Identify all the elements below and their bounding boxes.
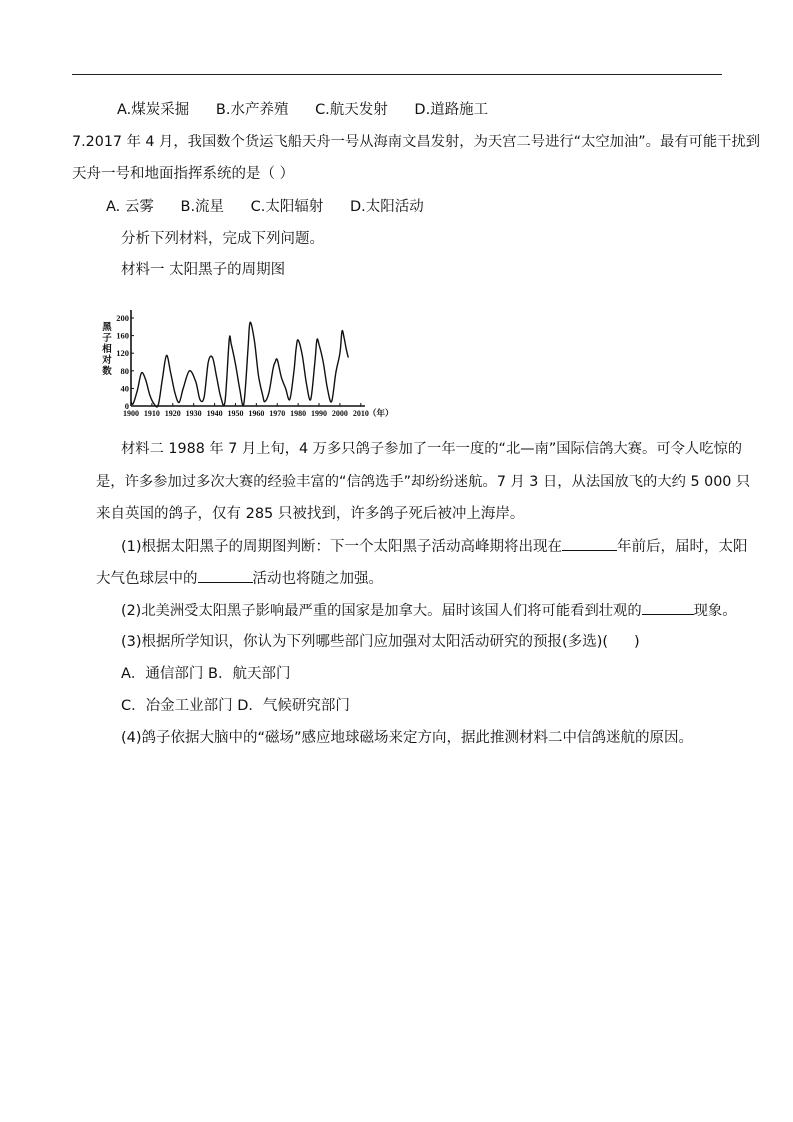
x-tick-label: 1900 (123, 409, 139, 418)
q3-stem (121, 632, 640, 652)
y-tick-label: 80 (120, 365, 129, 376)
y-axis-label-char: 黑 (102, 323, 112, 333)
q7-option-a: A. 云雾 (106, 199, 154, 215)
x-tick-label: 1910 (143, 409, 160, 418)
material2-line3: 来自英国的鸽子，仅有 285 只被找到，许多鸽子死后被冲上海岸。 (96, 506, 525, 522)
q3-options-cd: C．冶金工业部门 D．气候研究部门 (121, 698, 350, 714)
material2-line2: 是，许多参加过多次大赛的经验丰富的“信鸽选手”却纷纷迷航。7 月 3 日，从法国放飞的大约 5 000 只 (96, 474, 751, 490)
q6-option-a: A.煤炭采掘 (117, 102, 190, 118)
q7-options (106, 197, 424, 217)
material2-line1: 材料二 1988 年 7 月上旬，4 万多只鸽子参加了一年一度的“北—南”国际信鸽大赛。可令人吃惊的 (121, 441, 743, 457)
q4-stem: (4)鸽子依据大脑中的“磁场”感应地球磁场来定方向，据此推测材料二中信鸽迷航的原因。 (121, 730, 694, 746)
x-tick-label: 1920 (164, 409, 181, 418)
x-tick-label: 1980 (290, 409, 307, 418)
y-tick-label: 0 (124, 401, 129, 411)
x-tick-label: 1970 (269, 409, 286, 418)
q3-options-ab: A．通信部门 B．航天部门 (121, 666, 291, 682)
y-axis-label-char: 相 (102, 345, 112, 355)
x-tick-label: 1960 (248, 409, 265, 418)
q7-option-d: D.太阳活动 (350, 199, 424, 215)
q1-text-b: 年前后，届时，太阳 (617, 539, 748, 555)
q6-option-b: B.水产养殖 (215, 102, 289, 118)
q1-text-c: 大气色球层中的 (96, 571, 198, 587)
x-tick-label: 1990 (311, 409, 328, 418)
q1-blank-activity (198, 568, 253, 583)
header-rule (72, 74, 722, 75)
x-tick-label: 1940 (206, 409, 223, 418)
q3-stem-close: ) (634, 634, 640, 650)
material1-title: 材料一 太阳黑子的周期图 (121, 262, 286, 278)
sunspot-series-line (131, 322, 348, 407)
y-tick-label: 160 (116, 330, 129, 341)
y-tick-label: 40 (120, 383, 129, 394)
y-axis-label-char: 对 (102, 356, 112, 366)
q1-text-a: (1)根据太阳黑子的周期图判断：下一个太阳黑子活动高峰期将出现在 (121, 539, 563, 555)
q1-text-d: 活动也将随之加强。 (252, 571, 383, 587)
q2-text-b: 现象。 (693, 603, 737, 619)
q2-text-a: (2)北美洲受太阳黑子影响最严重的国家是加拿大。届时该国人们将可能看到壮观的 (121, 603, 642, 619)
y-tick-label: 120 (116, 348, 129, 359)
x-tick-label: 2010 (352, 409, 369, 418)
x-tick-label: 1950 (227, 409, 244, 418)
q7-stem-line2: 天舟一号和地面指挥系统的是（ ） (72, 166, 295, 182)
y-tick-label: 200 (116, 313, 129, 323)
q6-option-d: D.道路施工 (414, 102, 489, 118)
q2-line (121, 600, 737, 621)
q7-option-b: B.流星 (180, 199, 225, 215)
q7-option-c: C.太阳辐射 (250, 199, 324, 215)
x-tick-label: 1930 (185, 409, 202, 418)
q6-options (117, 100, 488, 120)
q1-line1 (121, 536, 748, 557)
q7-stem-line1: 7.2017 年 4 月，我国数个货运飞船天舟一号从海南文昌发射，为天宫二号进行“太空加油”。最有可能干扰到 (72, 134, 761, 150)
q6-option-c: C.航天发射 (315, 102, 388, 118)
q2-blank (642, 600, 694, 615)
y-axis-label-char: 子 (102, 334, 112, 344)
q1-line2 (96, 568, 383, 589)
intro-text: 分析下列材料，完成下列问题。 (121, 231, 324, 247)
y-axis-label-char: 数 (102, 367, 112, 377)
x-axis-label: （年） (368, 408, 394, 418)
sunspot-chart (100, 290, 400, 422)
x-tick-label: 2000 (331, 409, 348, 418)
q1-blank-year (562, 536, 617, 551)
q3-stem-text: (3)根据所学知识，你认为下列哪些部门应加强对太阳活动研究的预报(多选)( (121, 634, 609, 650)
